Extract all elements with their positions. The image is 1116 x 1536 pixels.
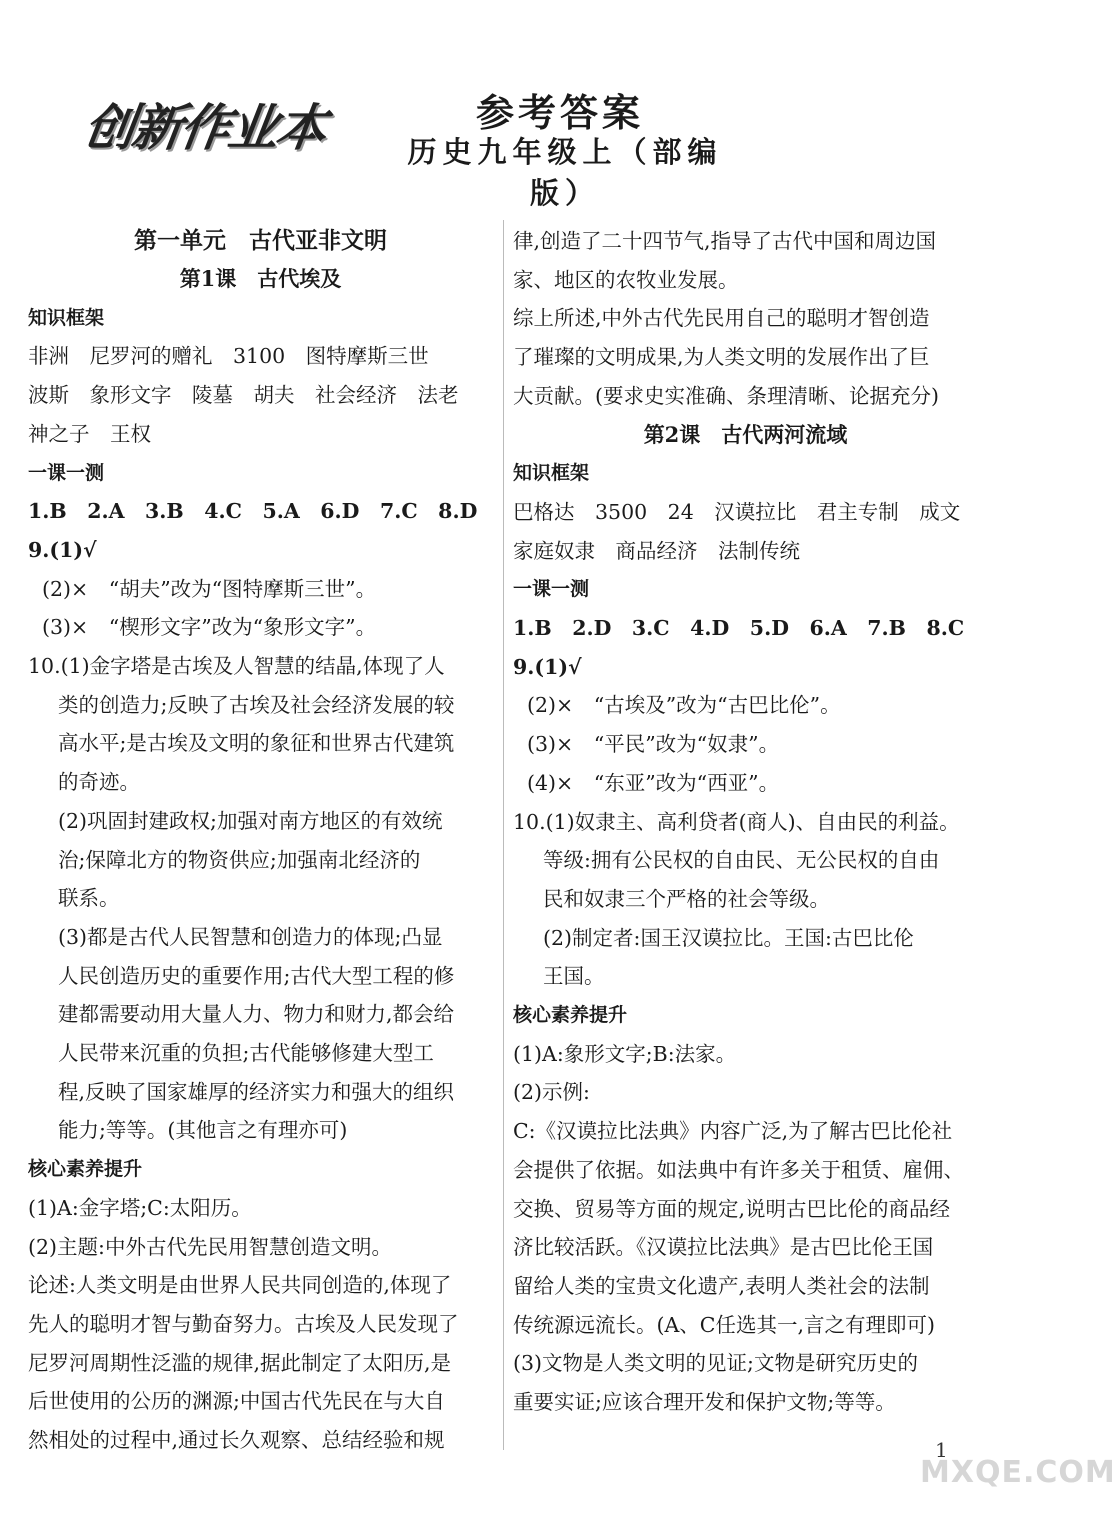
answer-line: (2)× “胡夫”改为“图特摩斯三世”。 (42, 576, 377, 601)
answer-line: 能力;等等。(其他言之有理亦可) (58, 1118, 348, 1143)
section-heading: 知识框架 (513, 462, 590, 485)
answer-line: 了璀璨的文明成果,为人类文明的发展作出了巨 (513, 345, 930, 370)
answer-line: 9.(1)√ (28, 537, 97, 562)
watermark: MXQE.COM (920, 1455, 1116, 1490)
answer-line: 传统源远流长。(A、C任选其一,言之有理即可) (513, 1312, 936, 1337)
answer-line: 建都需要动用大量人力、物力和财力,都会给 (58, 1002, 455, 1027)
answer-line: 交换、贸易等方面的规定,说明古巴比伦的商品经 (513, 1196, 951, 1221)
answer-line: 人民创造历史的重要作用;古代大型工程的修 (58, 963, 455, 988)
text-line: 家庭奴隶 商品经济 法制传统 (513, 538, 800, 563)
section-heading: 核心素养提升 (513, 1004, 628, 1027)
answer-line: (3)文物是人类文明的见证;文物是研究历史的 (513, 1351, 918, 1376)
answer-line: 的奇迹。 (58, 770, 140, 795)
answer-line: (2)巩固封建政权;加强对南方地区的有效统 (58, 808, 443, 833)
right-column (513, 222, 978, 1422)
answer-line: 类的创造力;反映了古埃及社会经济发展的较 (58, 692, 455, 717)
page-subtitle: 历史九年级上（部编版） (407, 135, 723, 210)
answer-line: 先人的聪明才智与勤奋努力。古埃及人民发现了 (28, 1311, 459, 1336)
answer-line: 留给人类的宝贵文化遗产,表明人类社会的法制 (513, 1273, 930, 1298)
answer-line: 等级:拥有公民权的自由民、无公民权的自由 (543, 848, 940, 873)
answer-line: 重要实证;应该合理开发和保护文物;等等。 (513, 1390, 896, 1415)
text-line: 波斯 象形文字 陵墓 胡夫 社会经济 法老 (28, 383, 459, 408)
answer-line: (3)× “楔形文字”改为“象形文字”。 (42, 615, 377, 640)
text-line: 巴格达 3500 24 汉谟拉比 君主专制 成文 (513, 499, 961, 524)
choice-answers: 1.B 2.A 3.B 4.C 5.A 6.D 7.C 8.D (28, 499, 478, 524)
choice-answers: 1.B 2.D 3.C 4.D 5.D 6.A 7.B 8.C (513, 616, 965, 641)
answer-line: 王国。 (543, 964, 605, 989)
answer-line: 综上所述,中外古代先民用自己的聪明才智创造 (513, 306, 930, 331)
answer-line: (3)都是古代人民智慧和创造力的体现;凸显 (58, 924, 443, 949)
left-column (28, 222, 493, 1460)
answer-line: 人民带来沉重的负担;古代能够修建大型工 (58, 1041, 434, 1066)
answer-line: 然相处的过程中,通过长久观察、总结经验和规 (28, 1428, 445, 1453)
section-heading: 核心素养提升 (28, 1158, 143, 1181)
answer-line: 联系。 (58, 886, 120, 911)
answer-line: (2)主题:中外古代先民用智慧创造文明。 (28, 1234, 392, 1259)
answer-line: 治;保障北方的物资供应;加强南北经济的 (58, 847, 421, 872)
column-divider (503, 220, 504, 1450)
section-heading: 一课一测 (28, 461, 105, 484)
text-line: 非洲 尼罗河的赠礼 3100 图特摩斯三世 (28, 344, 429, 369)
answer-line: 10.(1)金字塔是古埃及人智慧的结晶,体现了人 (28, 654, 445, 679)
section-heading: 一课一测 (513, 578, 590, 601)
answer-line: 家、地区的农牧业发展。 (513, 267, 739, 292)
answer-line: (2)示例: (513, 1080, 590, 1105)
lesson-title: 第2课 古代两河流域 (643, 421, 848, 447)
answer-line: 尼罗河周期性泛滥的规律,据此制定了太阳历,是 (28, 1350, 452, 1375)
answer-line: (2)× “古埃及”改为“古巴比伦”。 (527, 693, 841, 718)
page-number: 1 (935, 1438, 948, 1462)
answer-line: (1)A:金字塔;C:太阳历。 (28, 1195, 252, 1220)
answer-line: 9.(1)√ (513, 654, 582, 679)
answer-line: 会提供了依据。如法典中有许多关于租赁、雇佣、 (513, 1157, 964, 1182)
answer-line: 程,反映了国家雄厚的经济实力和强大的组织 (58, 1079, 455, 1104)
text-line: 神之子 王权 (28, 421, 151, 446)
answer-line: 民和奴隶三个严格的社会等级。 (543, 886, 830, 911)
answer-line: 济比较活跃。《汉谟拉比法典》是古巴比伦王国 (513, 1235, 934, 1260)
answer-line: 后世使用的公历的渊源;中国古代先民在与大自 (28, 1389, 445, 1414)
answer-line: C:《汉谟拉比法典》内容广泛,为了解古巴比伦社 (513, 1119, 953, 1144)
answer-line: 10.(1)奴隶主、高利贷者(商人)、自由民的利益。 (513, 809, 960, 834)
answer-line: (3)× “平民”改为“奴隶”。 (527, 732, 780, 757)
section-heading: 知识框架 (28, 306, 105, 329)
answer-line: 律,创造了二十四节气,指导了古代中国和周边国 (513, 229, 937, 253)
answer-line: 大贡献。(要求史实准确、条理清晰、论据充分) (513, 383, 939, 408)
lesson-title: 第1课 古代埃及 (179, 266, 342, 291)
answer-line: 论述:人类文明是由世界人民共同创造的,体现了 (28, 1273, 452, 1298)
answer-line: (1)A:象形文字;B:法家。 (513, 1041, 737, 1066)
answer-line: (2)制定者:国王汉谟拉比。王国:古巴比伦 (543, 925, 914, 950)
brand-logo: 创新作业本 (80, 99, 329, 157)
answer-line: (4)× “东亚”改为“西亚”。 (527, 770, 780, 795)
answer-line: 高水平;是古埃及文明的象征和世界古代建筑 (58, 731, 455, 756)
unit-title: 第一单元 古代亚非文明 (134, 227, 387, 254)
page-title: 参考答案 (475, 90, 644, 135)
